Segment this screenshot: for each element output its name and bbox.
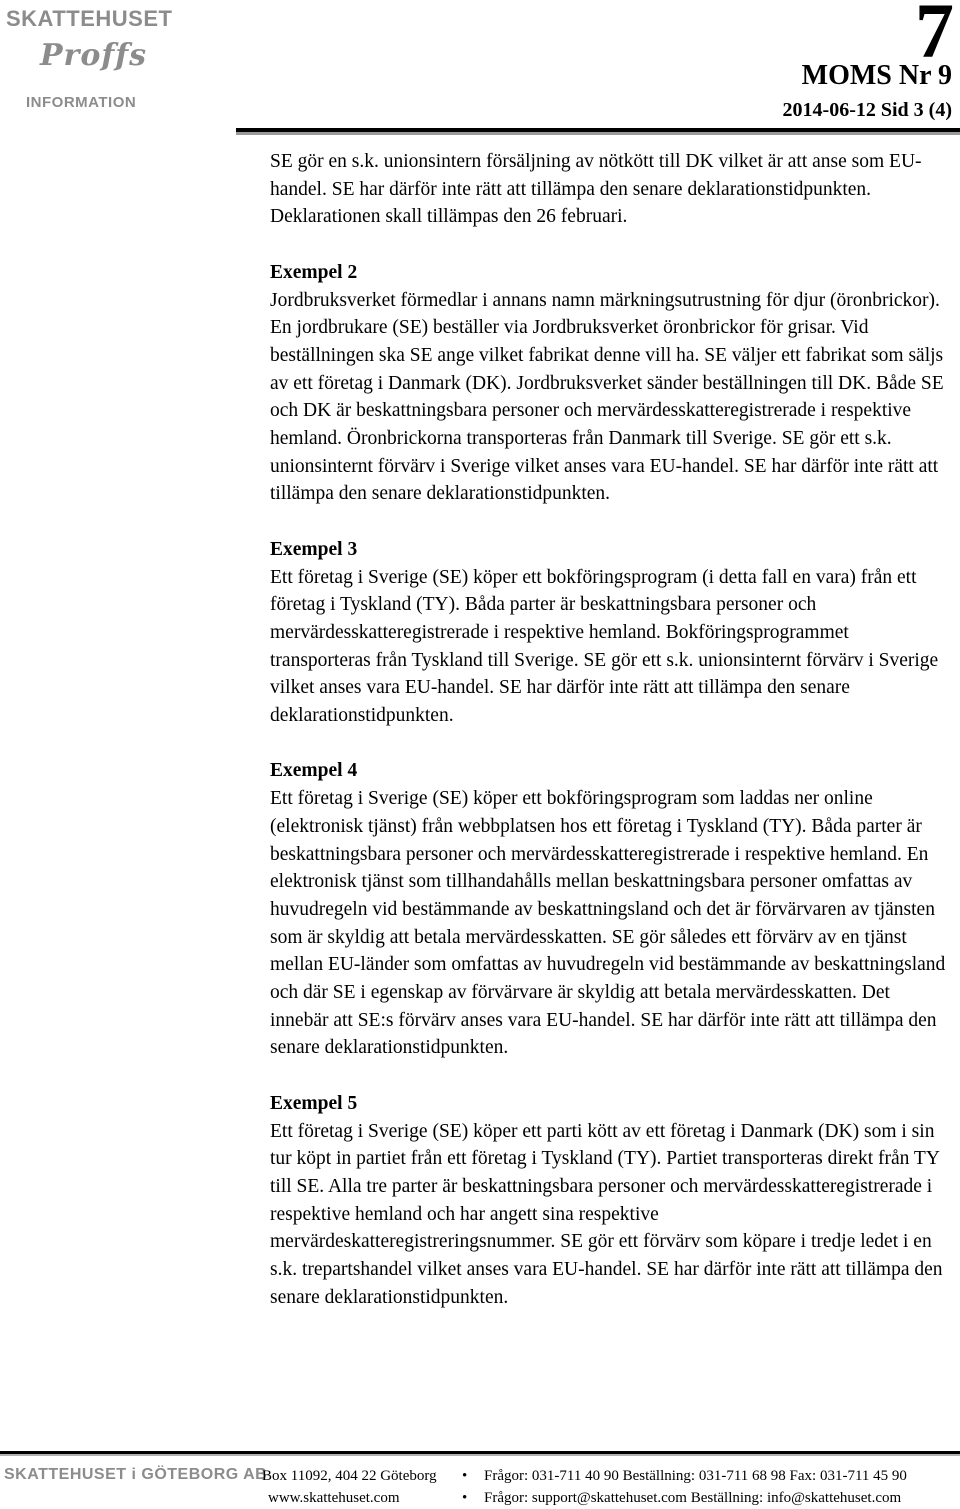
date-and-page: 2014-06-12 Sid 3 (4) [782,99,952,121]
footer-website: www.skattehuset.com [268,1490,400,1506]
logo-information-text: INFORMATION [26,94,137,111]
example-4-text: Ett företag i Sverige (SE) köper ett bokföringsprogram som laddas ner online (elektronisk tjänst) från webbplatsen hos ett företag i Tyskland (TY). Båda parter är beskattningsbara personer och mervärdesskatteregistrerade i respektive hemland. En elektronisk tjänst som tillhandahålls mellan beskattningsbara personer omfattas av huvudregeln vid bestämmande av beskattningsland och det är förvärvaren av tjänsten som är skyldig att betala mervärdesskatten. SE gör således ett förvärv av en tjänst mellan EU-länder som omfattas av huvudregeln vid bestämmande av beskattningsland och där SE i egenskap av förvärvare är skyldig att betala mervärdesskatten. Det innebär att SE:s förvärv anses vara EU-handel. SE har därför inte rätt att tillämpa den senare deklarationstidpunkten. [270,788,946,1059]
example-2-text: Jordbruksverket förmedlar i annans namn märkningsutrustning för djur (öronbrickor). En jordbrukare (SE) beställer via Jordbruksverket öronbrickor för grisar. Vid beställningen ska SE ange vilket fabrikat denne vill ha. SE väljer ett fabrikat som säljs av ett företag i Danmark (DK). Jordbruksverket sänder beställningen till DK. Både SE och DK är beskattningsbara personer och mervärdesskatteregistrerade i respektive hemland. Öronbrickorna transporteras från Danmark till Sverige. SE gör ett s.k. unionsinternt förvärv i Sverige vilket anses vara EU-handel. SE har därför inte rätt att tillämpa den senare deklarationstidpunkten. [270,289,944,505]
logo-skattehuset-text: SKATTEHUSET [6,6,173,31]
footer-email-text: Frågor: support@skattehuset.com Beställning: info@skattehuset.com [484,1490,902,1506]
bullet-icon: • [462,1490,468,1506]
example-5-text: Ett företag i Sverige (SE) köper ett parti kött av ett företag i Danmark (DK) som i sin tur köpt in partiet från ett företag i Tyskland (TY). Partiet transporteras direkt från TY till SE. Alla tre parter är beskattningsbara personer och mervärdesskatteregistrerade i respektive hemland och har angett sina respektive mervärdeskatteregistreringsnummer. SE gör ett förvärv som köpare i tredje ledet i en s.k. trepartshandel vilket anses vara EU-handel. SE har därför inte rätt att tillämpa den senare deklarationstidpunkten. [270,1120,943,1308]
example-3-text: Ett företag i Sverige (SE) köper ett bokföringsprogram (i detta fall en vara) från ett företag i Tyskland (TY). Båda parter är beskattningsbara personer och mervärdesskatteregistrerade i respektive hemland. Bokföringsprogrammet transporteras från Tyskland till Sverige. SE gör ett s.k. unionsinternt förvärv i Sverige vilket anses vara EU-handel. SE har därför inte rätt att tillämpa den senare deklarationstidpunkten. [270,566,939,727]
example-3-heading: Exempel 3 [270,538,358,560]
example-5-heading: Exempel 5 [270,1092,358,1114]
footer-email-line [462,1490,901,1507]
footer-phone-line [462,1468,907,1485]
example-4-heading: Exempel 4 [270,760,358,782]
skattehuset-proffs-logo [6,6,173,111]
example-2-heading: Exempel 2 [270,261,358,283]
intro-paragraph: SE gör en s.k. unionsintern försäljning av nötkött till DK vilket är att anse som EU-handel. SE har därför inte rätt att tillämpa den senare deklarationstidpunkten. Deklarationen skall tillämpas den 26 februari. [270,151,922,228]
logo-proffs-text: Proffs [40,38,148,73]
footer-company-name: SKATTEHUSET i GÖTEBORG AB [4,1466,268,1483]
document-body [270,148,946,1311]
footer-phone-text: Frågor: 031-711 40 90 Beställning: 031-711 68 98 Fax: 031-711 45 90 [484,1468,907,1484]
document-title: MOMS Nr 9 [801,60,952,91]
bullet-icon: • [462,1468,468,1484]
footer-rule [0,1451,960,1454]
header-rule [236,128,960,132]
page-number: 7 [915,0,954,74]
footer-address: Box 11092, 404 22 Göteborg [262,1468,437,1484]
